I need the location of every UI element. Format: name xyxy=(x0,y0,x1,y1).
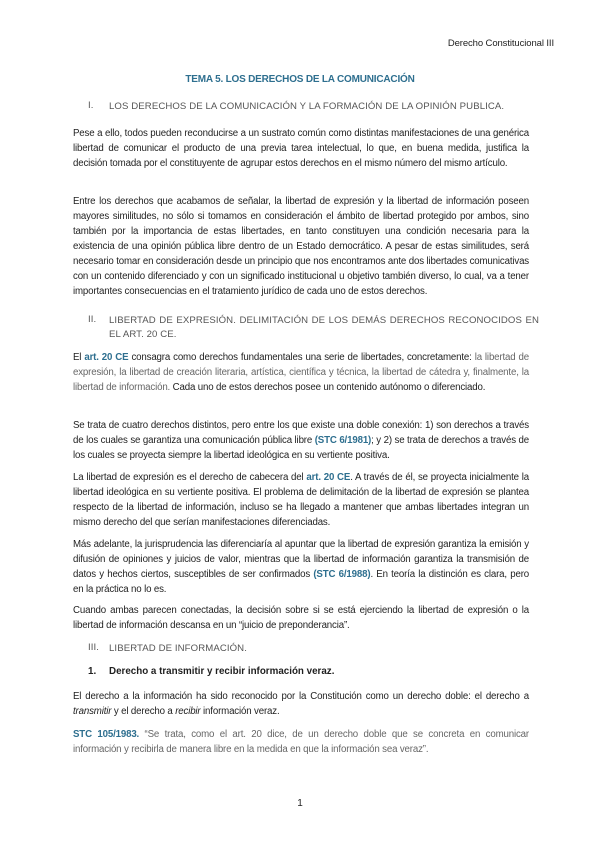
paragraph-3 xyxy=(73,350,529,395)
section-title: LOS DERECHOS DE LA COMUNICACIÓN Y LA FORMACIÓN DE LA OPINIÓN PUBLICA. xyxy=(109,101,505,112)
subsection-number: 1. xyxy=(88,666,97,677)
legal-reference: art. 20 CE xyxy=(306,472,351,483)
section-number: II. xyxy=(88,314,97,325)
paragraph-7: Cuando ambas parecen conectadas, la decisión sobre si se está ejerciendo la libertad de expresión o la libertad de información descansa en un “juicio de preponderancia”. xyxy=(73,605,529,631)
subsection-title: Derecho a transmitir y recibir información veraz. xyxy=(109,666,335,677)
legal-reference: (STC 6/1988) xyxy=(313,569,371,580)
text-run: . En teoría la distinción es clara, pero en la práctica no lo es. xyxy=(73,569,530,595)
section-number: I. xyxy=(88,100,94,111)
text-run: consagra como derechos fundamentales una serie de libertades, concretamente: xyxy=(128,352,475,363)
page-number: 1 xyxy=(297,798,303,809)
text-run: Cada uno de estos derechos posee un contenido autónomo o diferenciado. xyxy=(170,382,486,393)
emphasis: transmitir xyxy=(73,706,112,717)
text-run: Se trata de cuatro derechos distintos, pero entre los que existe una doble conexión: 1) son derechos a través de los cuales se garantiza una comunicación pública libre xyxy=(73,420,529,446)
running-header: Derecho Constitucional III xyxy=(447,38,554,49)
quoted-text: “Se trata, como el art. 20 dice, de un derecho doble que se concreta en comunicar información y recibirla de manera libre en la medida en que la información sea veraz”. xyxy=(73,729,529,755)
page-title: TEMA 5. LOS DERECHOS DE LA COMUNICACIÓN xyxy=(185,74,415,85)
text-run: ; y 2) se trata de derechos a través de los cuales se proyecta siempre la libertad ideológica en su vertiente positiva. xyxy=(73,435,529,461)
legal-reference: (STC 6/1981) xyxy=(314,435,372,446)
text-run: . A través de él, se proyecta inicialmente la libertad ideológica en su vertiente positiva. El problema de delimitación de la libertad de expresión se plantea respecto de la libertad de información, incluso se ha llegado a mantener que ambas libertades integran un mismo derecho del que serían manifestaciones diferenciadas. xyxy=(73,472,529,528)
text-run: información veraz. xyxy=(200,706,280,717)
text-run: El xyxy=(73,352,85,363)
paragraph-4 xyxy=(73,418,529,463)
section-title: LIBERTAD DE EXPRESIÓN. DELIMITACIÓN DE LOS DEMÁS DERECHOS RECONOCIDOS EN EL ART. 20 CE. xyxy=(109,315,539,340)
paragraph-9 xyxy=(73,727,529,757)
paragraph-8 xyxy=(73,689,529,719)
highlighted-text: la libertad de expresión, la libertad de creación literaria, artística, científica y técnica, la libertad de cátedra y, finalmente, la libertad de información. xyxy=(73,352,529,393)
paragraph-6 xyxy=(73,537,529,597)
paragraph-2: Entre los derechos que acabamos de señalar, la libertad de expresión y la libertad de información poseen mayores similitudes, no sólo si tomamos en consideración el ámbito de libertad protegido por ambos, sino también por la importancia de estas libertades, en tanto constituyen una condición necesaria para la existencia de una opinión pública libre dentro de un Estado democrático. A pesar de estas similitudes, será necesario tomar en consideración desde un principio que nos encontramos ante dos libertades comunicativas con un contenido diferenciado y con un significado institucional u objetivo también diverso, lo cual, va a tener importantes consecuencias en el tratamiento jurídico de cada uno de estos derechos. xyxy=(73,196,529,297)
text-run: y el derecho a xyxy=(111,706,176,717)
section-number: III. xyxy=(88,642,100,653)
paragraph-5 xyxy=(73,470,529,530)
text-run: El derecho a la información ha sido reconocido por la Constitución como un derecho doble: el derecho a xyxy=(73,691,529,702)
legal-reference: art. 20 CE xyxy=(84,352,129,363)
emphasis: recibir xyxy=(175,706,201,717)
paragraph-1: Pese a ello, todos pueden reconducirse a un sustrato común como distintas manifestaciones de una genérica libertad de comunicar el producto de una previa tarea intelectual, lo que, en buena medida, justifica la decisión tomada por el constituyente de agrupar estos derechos en el mismo número del mismo artículo. xyxy=(73,128,529,169)
legal-reference: STC 105/1983. xyxy=(73,729,140,740)
section-title: LIBERTAD DE INFORMACIÓN. xyxy=(109,643,247,654)
text-run: Más adelante, la jurisprudencia las diferenciaría al apuntar que la libertad de expresión garantiza la emisión y difusión de opiniones y juicios de valor, mientras que la libertad de información garantiza la transmisión de datos y hechos ciertos, susceptibles de ser confirmados xyxy=(73,539,529,580)
text-run: La libertad de expresión es el derecho de cabecera del xyxy=(73,472,307,483)
